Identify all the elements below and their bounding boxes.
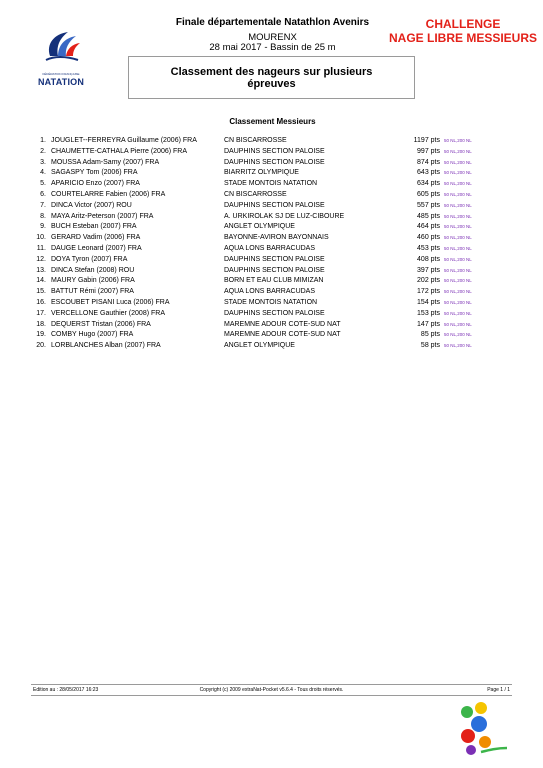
table-row: [0, 179, 543, 190]
swimmer-name: MAYA Aritz-Peterson (2007) FRA: [51, 212, 154, 220]
rank: 14.: [36, 277, 46, 285]
copyright: Copyright (c) 2009 extraNat-Pocket v5.6.4 - Tous droits réservés.: [199, 687, 344, 693]
events: 50 NL,200 NL: [444, 310, 472, 316]
club-name: DAUPHINS SECTION PALOISE: [224, 255, 325, 263]
points: 58 pts: [420, 342, 440, 350]
events: 50 NL,200 NL: [444, 343, 472, 349]
club-name: BORN ET EAU CLUB MIMIZAN: [224, 277, 324, 285]
swimmer-name: DAUGE Leonard (2007) FRA: [51, 244, 142, 252]
swimmer-name: MOUSSA Adam-Samy (2007) FRA: [51, 158, 160, 166]
club-name: ANGLET OLYMPIQUE: [224, 223, 295, 231]
swimmer-name: COMBY Hugo (2007) FRA: [51, 331, 134, 339]
table-row: [0, 341, 543, 352]
club-name: STADE MONTOIS NATATION: [224, 298, 318, 306]
club-name: ANGLET OLYMPIQUE: [224, 342, 295, 350]
rank: 3.: [40, 158, 46, 166]
points: 397 pts: [417, 266, 440, 274]
club-name: DAUPHINS SECTION PALOISE: [224, 309, 325, 317]
club-name: AQUA LONS BARRACUDAS: [224, 288, 316, 296]
table-row: [0, 266, 543, 277]
events: 50 NL,200 NL: [444, 181, 472, 187]
table-row: [0, 147, 543, 158]
challenge-line-1: CHALLENGE: [425, 17, 501, 31]
venue: MOURENX: [248, 32, 297, 43]
points: 154 pts: [417, 298, 440, 306]
swimmer-name: COURTELARRE Fabien (2006) FRA: [51, 190, 166, 198]
rank: 12.: [36, 255, 46, 263]
rank: 13.: [36, 266, 46, 274]
club-name: DAUPHINS SECTION PALOISE: [224, 158, 325, 166]
swimmer-name: LORBLANCHES Alban (2007) FRA: [51, 342, 161, 350]
events: 50 NL,200 NL: [444, 245, 472, 251]
table-row: [0, 222, 543, 233]
points: 453 pts: [417, 244, 440, 252]
events: 50 NL,200 NL: [444, 202, 472, 208]
points: 464 pts: [417, 223, 440, 231]
swimmer-name: APARICIO Enzo (2007) FRA: [51, 180, 140, 188]
rank: 1.: [40, 137, 46, 144]
table-row: [0, 190, 543, 201]
club-name: CN BISCARROSSE: [224, 190, 287, 198]
rank: 18.: [36, 320, 46, 328]
logo-subtext: FÉDÉRATION FRANÇAISE: [42, 72, 80, 76]
competition-title: Finale départementale Natathlon Avenirs: [175, 17, 370, 28]
points: 408 pts: [417, 255, 440, 263]
swimmer-name: BUCH Esteban (2007) FRA: [51, 223, 137, 231]
events: 50 NL,200 NL: [444, 267, 472, 273]
swimmer-name: MAURY Gabin (2006) FRA: [51, 277, 135, 285]
table-row: [0, 320, 543, 331]
events: 50 NL,200 NL: [444, 191, 472, 197]
date-pool: 28 mai 2017 - Bassin de 25 m: [209, 42, 336, 53]
events: 50 NL,200 NL: [444, 138, 472, 143]
table-row: [0, 158, 543, 169]
table-row: [0, 168, 543, 179]
events: 50 NL,200 NL: [444, 256, 472, 262]
rank: 2.: [40, 147, 46, 155]
events: 50 NL,200 NL: [444, 224, 472, 230]
points: 634 pts: [417, 180, 440, 188]
rank: 11.: [36, 244, 46, 252]
events: 50 NL,200 NL: [444, 213, 472, 219]
events: 50 NL,200 NL: [444, 321, 472, 327]
club-name: DAUPHINS SECTION PALOISE: [224, 201, 325, 209]
points: 1197 pts: [413, 137, 440, 144]
rank: 8.: [40, 212, 46, 220]
rank: 5.: [40, 180, 46, 188]
events: 50 NL,200 NL: [444, 299, 472, 305]
table-row: [0, 309, 543, 320]
points: 202 pts: [417, 277, 440, 285]
table-row: [0, 212, 543, 223]
table-row: [0, 287, 543, 298]
club-name: DAUPHINS SECTION PALOISE: [224, 266, 325, 274]
rank: 10.: [36, 234, 46, 242]
club-name: MAREMNE ADOUR COTE-SUD NAT: [224, 320, 341, 328]
table-row: [0, 298, 543, 309]
points: 643 pts: [417, 169, 440, 177]
events: 50 NL,200 NL: [444, 159, 472, 165]
club-name: CN BISCARROSSE: [224, 137, 287, 144]
rank: 16.: [36, 298, 46, 306]
extranat-logo: [457, 700, 513, 758]
swimmer-name: BATTUT Rémi (2007) FRA: [51, 288, 134, 296]
rank: 4.: [40, 169, 46, 177]
rank: 7.: [40, 201, 46, 209]
club-name: MAREMNE ADOUR COTE-SUD NAT: [224, 331, 341, 339]
table-row: [0, 244, 543, 255]
table-row: [0, 201, 543, 212]
rank: 9.: [40, 223, 46, 231]
club-name: BIARRITZ OLYMPIQUE: [224, 169, 299, 177]
points: 85 pts: [420, 331, 440, 339]
events: 50 NL,200 NL: [444, 235, 472, 241]
swimmer-name: JOUGLET--FERREYRA Guillaume (2006) FRA: [51, 137, 197, 144]
rank: 6.: [40, 190, 46, 198]
points: 997 pts: [417, 147, 440, 155]
events: 50 NL,200 NL: [444, 289, 472, 295]
events: 50 NL,200 NL: [444, 278, 472, 284]
swimmer-name: DEQUERST Tristan (2006) FRA: [51, 320, 151, 328]
ranking-title: [129, 66, 414, 90]
points: 172 pts: [417, 288, 440, 296]
table-row: [0, 255, 543, 266]
ranking-title-line-2: épreuves: [247, 78, 296, 90]
logo-text: NATATION: [37, 77, 85, 87]
points: 874 pts: [417, 158, 440, 166]
events: 50 NL,200 NL: [444, 332, 472, 338]
club-name: BAYONNE-AVIRON BAYONNAIS: [224, 234, 329, 242]
events: 50 NL,200 NL: [444, 148, 472, 154]
page-number: Page 1 / 1: [487, 687, 510, 693]
challenge-line-2: NAGE LIBRE MESSIEURS: [388, 31, 538, 45]
points: 605 pts: [417, 190, 440, 198]
swimmer-name: DOYA Tyron (2007) FRA: [51, 255, 128, 263]
points: 557 pts: [417, 201, 440, 209]
table-row: [0, 276, 543, 287]
swimmer-name: ESCOUBET PISANI Luca (2006) FRA: [51, 298, 170, 306]
ranking-title-line-1: Classement des nageurs sur plusieurs: [170, 66, 373, 78]
swimmer-name: SAGASPY Tom (2006) FRA: [51, 169, 138, 177]
points: 460 pts: [417, 234, 440, 242]
rank: 17.: [36, 309, 46, 317]
club-name: AQUA LONS BARRACUDAS: [224, 244, 316, 252]
rank: 19.: [36, 331, 46, 339]
rank: 20.: [36, 342, 46, 350]
club-name: DAUPHINS SECTION PALOISE: [224, 147, 325, 155]
ranking-title-box: [128, 56, 415, 99]
club-name: A. URKIROLAK SJ DE LUZ-CIBOURE: [224, 212, 345, 220]
table-row: [0, 136, 543, 147]
swimmer-name: DINCA Stefan (2008) ROU: [51, 266, 135, 274]
swimmer-name: DINCA Victor (2007) ROU: [51, 201, 132, 209]
points: 147 pts: [417, 320, 440, 328]
swimmer-name: CHAUMETTE-CATHALA Pierre (2006) FRA: [51, 147, 188, 155]
swimmer-name: GERARD Vadim (2006) FRA: [51, 234, 141, 242]
swimmer-name: VERCELLONE Gauthier (2008) FRA: [51, 309, 165, 317]
table-row: [0, 233, 543, 244]
edition-date: Edition au : 28/05/2017 16:23: [33, 687, 99, 693]
points: 153 pts: [417, 309, 440, 317]
section-subtitle: Classement Messieurs: [229, 117, 316, 126]
challenge-title: [383, 17, 543, 45]
table-row: [0, 330, 543, 341]
ranking-list: [0, 136, 543, 352]
points: 485 pts: [417, 212, 440, 220]
footer: [31, 684, 512, 696]
rank: 15.: [36, 288, 46, 296]
club-name: STADE MONTOIS NATATION: [224, 180, 318, 188]
events: 50 NL,200 NL: [444, 170, 472, 176]
